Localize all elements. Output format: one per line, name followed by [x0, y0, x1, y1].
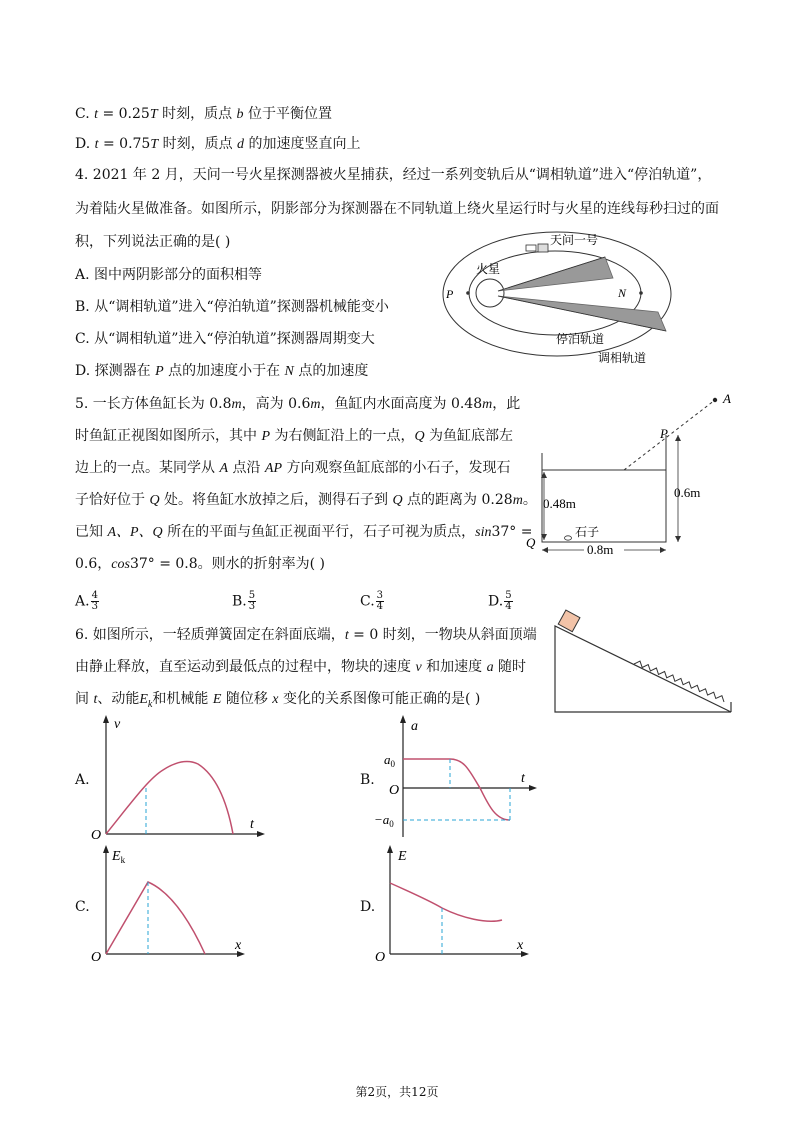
graph-b-ylabel: a — [411, 719, 418, 734]
graph-d — [372, 840, 547, 965]
incline-triangle — [555, 626, 731, 712]
graph-c-xlabel: x — [235, 938, 242, 953]
q5-option-d: D. $\frac{5}{4}$ — [488, 590, 512, 612]
graph-d-label: D. — [360, 899, 376, 915]
graph-a-ylabel: v — [114, 717, 121, 732]
q6-stem-line1: 6. 如图所示，一轻质弹簧固定在斜面底端，t = 0 时刻，一物块从斜面顶端 — [75, 627, 537, 643]
tank-length-label: 0.8m — [587, 542, 614, 557]
q4-stem-line2: 为着陆火星做准备。如图所示，阴影部分为探测器在不同轨道上绕火星运行时与火星的连线每秒扫过的面 — [75, 201, 719, 217]
q5-stem-line6: 0.6，cos37° = 0.8。则水的折射率为( ) — [75, 556, 326, 572]
label-p: P — [660, 426, 668, 441]
q4-option-c: C. 从“调相轨道”进入“停泊轨道”探测器周期变大 — [75, 331, 375, 347]
q4-option-a: A. 图中两阴影部分的面积相等 — [75, 267, 263, 283]
stone-icon — [565, 536, 572, 540]
tank-height-label: 0.6m — [674, 485, 701, 500]
q4-stem-line3: 积，下列说法正确的是( ) — [75, 234, 231, 250]
q6-stem-line3: 间 t、动能$E_k$和机械能 E 随位移 x 变化的关系图像可能正确的是( ) — [75, 691, 481, 710]
q4-option-b: B. 从“调相轨道”进入“停泊轨道”探测器机械能变小 — [75, 299, 389, 315]
graph-c-ylabel: $E_k$ — [112, 849, 126, 865]
graph-c-curve — [106, 882, 205, 954]
label-a: A — [723, 391, 731, 406]
q5-stem-line3: 边上的一点。某同学从 A 点沿 AP 方向观察鱼缸底部的小石子，发现石 — [75, 460, 511, 476]
graph-b-a0-label: $a_0$ — [384, 752, 395, 769]
point-a — [713, 398, 717, 402]
parking-orbit-label: 停泊轨道 — [556, 332, 605, 346]
block-icon — [558, 610, 580, 632]
graph-c — [88, 840, 273, 965]
label-q: Q — [526, 535, 536, 550]
incline-figure — [548, 612, 738, 717]
q5-stem-line5: 已知 A、P、Q 所在的平面与鱼缸正视面平行，石子可视为质点，sin37° = — [75, 524, 533, 540]
graph-c-label: C. — [75, 899, 90, 915]
q6-stem-line2: 由静止释放，直至运动到最低点的过程中，物块的速度 v 和加速度 a 随时 — [75, 659, 527, 675]
q5-stem-line1: 5. 一长方体鱼缸长为 0.8m，高为 0.6m，鱼缸内水面高度为 0.48m，此 — [75, 396, 521, 412]
option-c-previous: C. t = 0.25T 时刻，质点 b 位于平衡位置 — [75, 106, 332, 122]
orbit-figure — [440, 226, 680, 372]
graph-b-xlabel: t — [521, 771, 525, 786]
fish-tank-figure — [520, 388, 745, 568]
q4-stem-line1: 4. 2021 年 2 月，天问一号火星探测器被火星捕获，经过一系列变轨后从“调相轨道”进入“停泊轨道”， — [75, 167, 712, 183]
graph-b-origin: O — [389, 783, 400, 798]
graph-c-origin: O — [91, 950, 102, 965]
graph-b-curve — [403, 759, 510, 820]
graph-d-ylabel: E — [398, 849, 407, 864]
probe-label: 天问一号 — [550, 233, 599, 247]
mars-circle — [476, 279, 504, 307]
phasing-orbit-label: 调相轨道 — [598, 351, 647, 365]
probe-icon — [526, 244, 548, 252]
graph-a-xlabel: t — [250, 817, 254, 832]
water-height-label: 0.48m — [543, 496, 576, 511]
graph-a-curve — [106, 762, 233, 834]
graph-d-xlabel: x — [517, 938, 524, 953]
q5-option-c: C. $\frac{3}{4}$ — [360, 590, 384, 612]
graph-d-curve — [390, 883, 502, 921]
sight-line — [624, 400, 715, 470]
graph-b-label: B. — [360, 772, 375, 788]
page-footer: 第2页，共12页 — [355, 1085, 439, 1099]
option-d-previous: D. t = 0.75T 时刻，质点 d 的加速度竖直向上 — [75, 136, 361, 152]
graph-b-neg-a0-label: $-a_0$ — [374, 812, 394, 829]
q5-option-a: A. $\frac{4}{3}$ — [75, 590, 98, 612]
graph-d-origin: O — [375, 950, 386, 965]
mars-label: 火星 — [476, 262, 501, 276]
stone-label: 石子 — [575, 525, 600, 539]
graph-a-label: A. — [75, 772, 90, 788]
q5-option-b: B. $\frac{5}{3}$ — [232, 590, 256, 612]
q5-stem-line2: 时鱼缸正视图如图所示，其中 P 为右侧缸沿上的一点，Q 为鱼缸底部左 — [75, 428, 514, 444]
point-n-label: N — [618, 286, 627, 300]
graph-b — [370, 712, 545, 842]
graph-a-origin: O — [91, 828, 102, 843]
q5-stem-line4: 子恰好位于 Q 处。将鱼缸水放掉之后，测得石子到 Q 点的距离为 0.28m。 — [75, 492, 537, 508]
graph-a — [88, 712, 273, 842]
point-p-label: P — [446, 287, 454, 301]
q4-option-d: D. 探测器在 P 点的加速度小于在 N 点的加速度 — [75, 363, 369, 379]
